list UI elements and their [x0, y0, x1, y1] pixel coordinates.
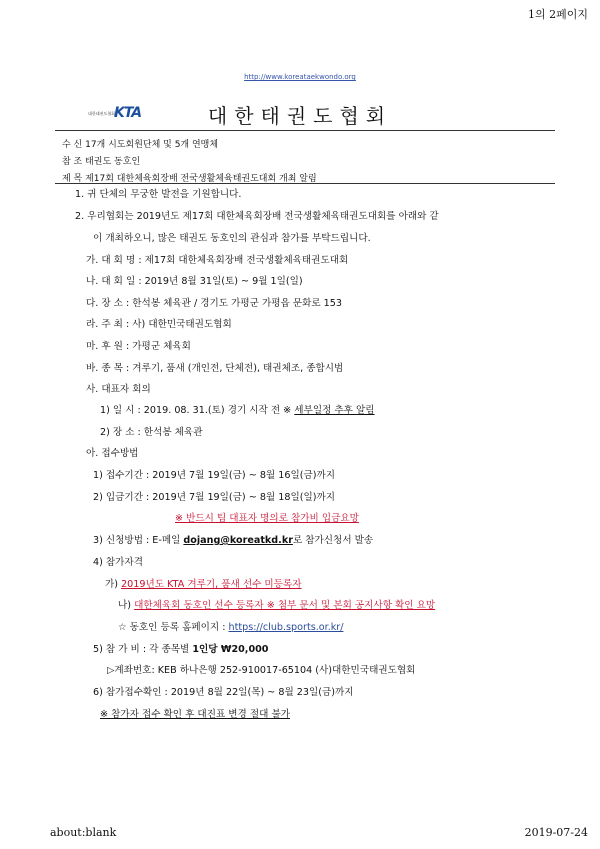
confirmation-period: 6) 참가접수확인 : 2019년 8월 22일(목) ~ 8월 23일(금)까지: [93, 687, 354, 698]
eligibility-ga-prefix: 가): [105, 579, 122, 590]
logo-text: KTA: [114, 105, 142, 121]
registration-period: 1) 접수기간 : 2019년 7월 19일(금) ~ 8월 16일(금)까지: [93, 470, 336, 481]
homepage-label: ☆ 동호인 등록 홈페이지 :: [118, 622, 229, 633]
footer-date: 2019-07-24: [524, 826, 588, 839]
paragraph-2-line-2: 이 개최하오니, 많은 태권도 동호인의 관심과 참가를 부탁드립니다.: [93, 233, 371, 244]
application-method: [93, 532, 373, 546]
meeting-time: [100, 402, 375, 416]
paragraph-2-line-1: 2. 우리협회는 2019년도 제17회 대한체육회장배 전국생활체육태권도대회를 아래와 같: [75, 211, 439, 222]
item-sa-meeting: 사. 대표자 회의: [86, 384, 151, 395]
participation-fee: [93, 641, 268, 655]
item-ma-sponsor: 마. 후 원 : 가평군 체육회: [86, 341, 191, 352]
payment-period: 2) 입금기간 : 2019년 7월 19일(금) ~ 8월 18일(일)까지: [93, 492, 336, 503]
meeting-place: 2) 장 소 : 한석봉 체육관: [100, 427, 203, 438]
meeting-time-text: 1) 일 시 : 2019. 08. 31.(토) 경기 시작 전 ※: [100, 405, 295, 416]
paragraph-1: 1. 귀 단체의 무궁한 발전을 기원합니다.: [75, 189, 242, 200]
item-a-registration: 아. 접수방법: [86, 448, 139, 459]
document-title: 대한태권도협회: [207, 104, 393, 128]
item-ba-events: 바. 종 목 : 겨루기, 품새 (개인전, 단체전), 태권체조, 종합시범: [86, 363, 344, 374]
application-method-suffix: 로 참가신청서 발송: [292, 535, 374, 546]
homepage-line: [118, 619, 343, 633]
homepage-link[interactable]: https://club.sports.or.kr/: [228, 622, 344, 633]
eligibility-ga: [105, 576, 301, 590]
item-ga-event-name: 가. 대 회 명 : 제17회 대한체육회장배 전국생활체육태권도대회: [86, 255, 349, 266]
schedule-notice: 세부일정 추후 알림: [294, 405, 375, 416]
org-url[interactable]: http://www.koreataekwondo.org: [244, 73, 356, 81]
fee-amount: 1인당 ₩20,000: [192, 644, 269, 655]
application-method-label: 3) 신청방법 : E-메일: [93, 535, 184, 546]
email-link[interactable]: dojang@koreatkd.kr: [183, 535, 293, 546]
header-rule-bottom: [55, 183, 555, 184]
eligibility-na-text: 대한체육회 동호인 선수 등록자 ※ 첨부 문서 및 본회 공지사항 확인 요망: [134, 600, 436, 611]
eligibility: 4) 참가자격: [93, 557, 143, 568]
item-da-venue: 다. 장 소 : 한석봉 체육관 / 경기도 가평군 가평읍 문화로 153: [86, 298, 342, 309]
eligibility-na-prefix: 나): [118, 600, 135, 611]
subject-line: 제 목 제17회 대한체육회장배 전국생활체육태권도대회 개최 알림: [62, 174, 317, 184]
header-rule-top: [55, 130, 555, 131]
eligibility-na: [118, 597, 435, 611]
fee-label: 5) 참 가 비 : 각 종목별: [93, 644, 193, 655]
payment-note: ※ 반드시 팀 대표자 명의로 참가비 입금요망: [175, 513, 359, 524]
item-na-event-date: 나. 대 회 일 : 2019년 8월 31일(토) ~ 9월 1일(일): [86, 276, 303, 287]
eligibility-ga-text: 2019년도 KTA 겨루기, 품새 선수 미등록자: [121, 579, 302, 590]
footer-url: about:blank: [50, 826, 117, 839]
reference-line: 참 조 태권도 동호인: [62, 157, 141, 167]
item-ra-host: 라. 주 최 : 사) 대한민국태권도협회: [86, 319, 232, 330]
final-note: ※ 참가자 접수 확인 후 대진표 변경 절대 불가: [100, 709, 290, 720]
recipient-line: 수 신 17개 시도회원단체 및 5개 연맹체: [62, 140, 219, 150]
logo-small-text: 대한태권도협회: [88, 111, 116, 116]
page-number: 1의 2페이지: [528, 8, 588, 21]
bank-account: ▷계좌번호: KEB 하나은행 252-910017-65104 (사)대한민국태권도협회: [107, 665, 416, 676]
